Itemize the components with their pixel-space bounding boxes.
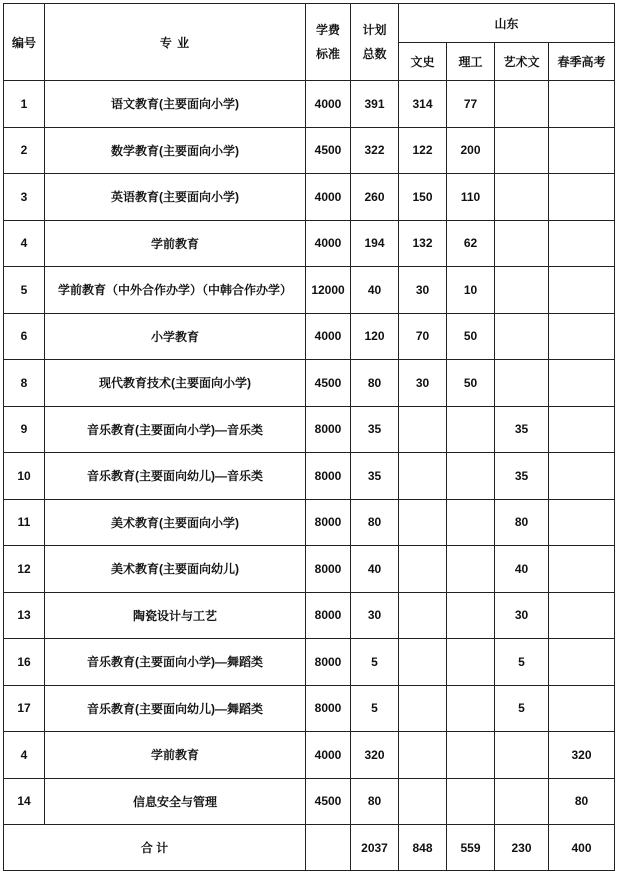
cell-ligong: 110 bbox=[447, 174, 495, 221]
header-plan-line2: 总数 bbox=[362, 47, 387, 61]
cell-ligong: 10 bbox=[447, 267, 495, 314]
cell-ligong bbox=[447, 592, 495, 639]
table-row bbox=[4, 313, 615, 360]
header-major: 专 业 bbox=[45, 4, 306, 81]
cell-plan-total: 80 bbox=[351, 499, 399, 546]
cell-major: 学前教育（中外合作办学）（中韩合作办学） bbox=[45, 267, 306, 314]
cell-ligong: 50 bbox=[447, 360, 495, 407]
cell-wenshi bbox=[399, 732, 447, 779]
cell-plan-total: 260 bbox=[351, 174, 399, 221]
cell-yishuwen: 35 bbox=[495, 453, 549, 500]
cell-code: 17 bbox=[4, 685, 45, 732]
cell-chunji bbox=[549, 453, 615, 500]
cell-chunji bbox=[549, 174, 615, 221]
cell-chunji bbox=[549, 313, 615, 360]
table-row bbox=[4, 685, 615, 732]
cell-code: 16 bbox=[4, 639, 45, 686]
cell-plan-total: 120 bbox=[351, 313, 399, 360]
cell-yishuwen: 80 bbox=[495, 499, 549, 546]
cell-fee: 8000 bbox=[306, 453, 351, 500]
cell-wenshi bbox=[399, 453, 447, 500]
cell-plan-total: 35 bbox=[351, 406, 399, 453]
cell-yishuwen bbox=[495, 267, 549, 314]
cell-code: 1 bbox=[4, 81, 45, 128]
cell-code: 5 bbox=[4, 267, 45, 314]
cell-ligong: 200 bbox=[447, 127, 495, 174]
cell-fee: 8000 bbox=[306, 639, 351, 686]
cell-fee: 8000 bbox=[306, 685, 351, 732]
cell-plan-total: 80 bbox=[351, 778, 399, 825]
cell-major: 陶瓷设计与工艺 bbox=[45, 592, 306, 639]
table-row bbox=[4, 360, 615, 407]
cell-major: 语文教育(主要面向小学) bbox=[45, 81, 306, 128]
cell-plan-total: 322 bbox=[351, 127, 399, 174]
total-label: 合 计 bbox=[4, 825, 306, 871]
cell-yishuwen: 30 bbox=[495, 592, 549, 639]
header-yishuwen: 艺术文 bbox=[495, 43, 549, 81]
cell-fee: 4000 bbox=[306, 174, 351, 221]
total-yishuwen: 230 bbox=[495, 825, 549, 871]
cell-plan-total: 194 bbox=[351, 220, 399, 267]
cell-fee: 4000 bbox=[306, 313, 351, 360]
total-chunji: 400 bbox=[549, 825, 615, 871]
cell-yishuwen bbox=[495, 313, 549, 360]
cell-wenshi bbox=[399, 546, 447, 593]
cell-major: 音乐教育(主要面向小学)—舞蹈类 bbox=[45, 639, 306, 686]
cell-plan-total: 320 bbox=[351, 732, 399, 779]
cell-code: 4 bbox=[4, 732, 45, 779]
header-province: 山东 bbox=[399, 4, 615, 43]
table-row bbox=[4, 546, 615, 593]
cell-yishuwen bbox=[495, 81, 549, 128]
table-body bbox=[4, 81, 615, 825]
cell-major: 信息安全与管理 bbox=[45, 778, 306, 825]
cell-major: 现代教育技术(主要面向小学) bbox=[45, 360, 306, 407]
cell-wenshi: 314 bbox=[399, 81, 447, 128]
cell-ligong bbox=[447, 453, 495, 500]
cell-ligong bbox=[447, 406, 495, 453]
cell-code: 8 bbox=[4, 360, 45, 407]
cell-chunji: 320 bbox=[549, 732, 615, 779]
total-row bbox=[4, 825, 615, 871]
cell-major: 英语教育(主要面向小学) bbox=[45, 174, 306, 221]
table-row bbox=[4, 778, 615, 825]
cell-wenshi: 30 bbox=[399, 267, 447, 314]
table-row bbox=[4, 127, 615, 174]
table-row bbox=[4, 267, 615, 314]
cell-fee: 12000 bbox=[306, 267, 351, 314]
cell-yishuwen bbox=[495, 778, 549, 825]
cell-major: 数学教育(主要面向小学) bbox=[45, 127, 306, 174]
cell-plan-total: 5 bbox=[351, 639, 399, 686]
cell-major: 小学教育 bbox=[45, 313, 306, 360]
cell-code: 4 bbox=[4, 220, 45, 267]
cell-chunji bbox=[549, 546, 615, 593]
cell-major: 音乐教育(主要面向幼儿)—音乐类 bbox=[45, 453, 306, 500]
cell-yishuwen: 5 bbox=[495, 639, 549, 686]
cell-wenshi bbox=[399, 592, 447, 639]
cell-code: 9 bbox=[4, 406, 45, 453]
cell-chunji bbox=[549, 81, 615, 128]
cell-plan-total: 35 bbox=[351, 453, 399, 500]
cell-yishuwen: 35 bbox=[495, 406, 549, 453]
header-tuition-line1: 学费 bbox=[315, 23, 340, 37]
cell-ligong: 77 bbox=[447, 81, 495, 128]
header-code: 编号 bbox=[4, 4, 45, 81]
cell-ligong bbox=[447, 732, 495, 779]
cell-chunji bbox=[549, 360, 615, 407]
cell-chunji bbox=[549, 127, 615, 174]
cell-code: 3 bbox=[4, 174, 45, 221]
cell-yishuwen bbox=[495, 174, 549, 221]
cell-ligong bbox=[447, 639, 495, 686]
cell-fee: 4000 bbox=[306, 81, 351, 128]
cell-chunji bbox=[549, 499, 615, 546]
cell-fee: 4000 bbox=[306, 220, 351, 267]
cell-plan-total: 80 bbox=[351, 360, 399, 407]
cell-yishuwen bbox=[495, 732, 549, 779]
cell-fee: 8000 bbox=[306, 592, 351, 639]
cell-wenshi bbox=[399, 778, 447, 825]
cell-code: 2 bbox=[4, 127, 45, 174]
cell-wenshi bbox=[399, 499, 447, 546]
table-header bbox=[4, 4, 615, 81]
table-row bbox=[4, 499, 615, 546]
cell-chunji bbox=[549, 639, 615, 686]
cell-chunji: 80 bbox=[549, 778, 615, 825]
table-row bbox=[4, 732, 615, 779]
cell-ligong bbox=[447, 499, 495, 546]
cell-chunji bbox=[549, 220, 615, 267]
cell-plan-total: 5 bbox=[351, 685, 399, 732]
cell-yishuwen: 40 bbox=[495, 546, 549, 593]
cell-fee: 4500 bbox=[306, 127, 351, 174]
header-tuition-line2: 标准 bbox=[315, 47, 340, 61]
cell-code: 13 bbox=[4, 592, 45, 639]
header-plan-total bbox=[351, 4, 399, 81]
cell-yishuwen: 5 bbox=[495, 685, 549, 732]
cell-major: 学前教育 bbox=[45, 732, 306, 779]
cell-fee: 4000 bbox=[306, 732, 351, 779]
cell-code: 6 bbox=[4, 313, 45, 360]
table-row bbox=[4, 406, 615, 453]
cell-ligong bbox=[447, 778, 495, 825]
table-row bbox=[4, 81, 615, 128]
cell-ligong bbox=[447, 685, 495, 732]
cell-chunji bbox=[549, 406, 615, 453]
header-plan-line1: 计划 bbox=[362, 23, 387, 37]
cell-yishuwen bbox=[495, 220, 549, 267]
cell-ligong: 50 bbox=[447, 313, 495, 360]
cell-code: 10 bbox=[4, 453, 45, 500]
cell-plan-total: 30 bbox=[351, 592, 399, 639]
header-tuition bbox=[306, 4, 351, 81]
cell-plan-total: 391 bbox=[351, 81, 399, 128]
cell-chunji bbox=[549, 685, 615, 732]
cell-major: 美术教育(主要面向幼儿) bbox=[45, 546, 306, 593]
cell-code: 11 bbox=[4, 499, 45, 546]
total-plan: 2037 bbox=[351, 825, 399, 871]
cell-wenshi bbox=[399, 685, 447, 732]
table-row bbox=[4, 453, 615, 500]
cell-fee: 8000 bbox=[306, 546, 351, 593]
header-chunji: 春季高考 bbox=[549, 43, 615, 81]
cell-fee: 8000 bbox=[306, 499, 351, 546]
cell-wenshi: 122 bbox=[399, 127, 447, 174]
cell-yishuwen bbox=[495, 360, 549, 407]
cell-ligong: 62 bbox=[447, 220, 495, 267]
cell-chunji bbox=[549, 592, 615, 639]
enrollment-plan-table bbox=[3, 3, 615, 871]
cell-yishuwen bbox=[495, 127, 549, 174]
header-ligong: 理工 bbox=[447, 43, 495, 81]
cell-wenshi: 30 bbox=[399, 360, 447, 407]
table-row bbox=[4, 174, 615, 221]
header-wenshi: 文史 bbox=[399, 43, 447, 81]
cell-plan-total: 40 bbox=[351, 546, 399, 593]
table-row bbox=[4, 592, 615, 639]
cell-plan-total: 40 bbox=[351, 267, 399, 314]
cell-fee: 4500 bbox=[306, 778, 351, 825]
cell-ligong bbox=[447, 546, 495, 593]
total-ligong: 559 bbox=[447, 825, 495, 871]
cell-wenshi: 132 bbox=[399, 220, 447, 267]
cell-fee: 4500 bbox=[306, 360, 351, 407]
cell-major: 学前教育 bbox=[45, 220, 306, 267]
table-row bbox=[4, 220, 615, 267]
cell-major: 美术教育(主要面向小学) bbox=[45, 499, 306, 546]
table-footer bbox=[4, 825, 615, 871]
cell-wenshi bbox=[399, 406, 447, 453]
total-wenshi: 848 bbox=[399, 825, 447, 871]
cell-code: 12 bbox=[4, 546, 45, 593]
cell-major: 音乐教育(主要面向小学)—音乐类 bbox=[45, 406, 306, 453]
cell-wenshi: 70 bbox=[399, 313, 447, 360]
cell-fee: 8000 bbox=[306, 406, 351, 453]
cell-wenshi: 150 bbox=[399, 174, 447, 221]
cell-wenshi bbox=[399, 639, 447, 686]
total-fee bbox=[306, 825, 351, 871]
header-row-top bbox=[4, 4, 615, 43]
cell-chunji bbox=[549, 267, 615, 314]
cell-major: 音乐教育(主要面向幼儿)—舞蹈类 bbox=[45, 685, 306, 732]
cell-code: 14 bbox=[4, 778, 45, 825]
table-row bbox=[4, 639, 615, 686]
